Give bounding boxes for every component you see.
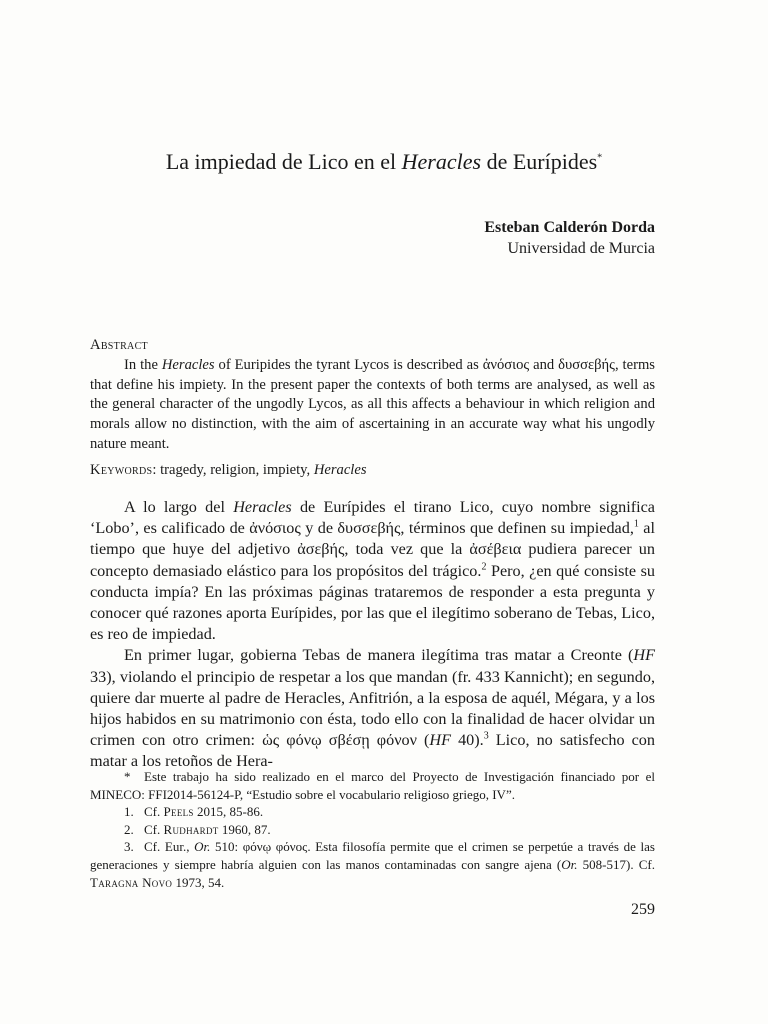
p2-text-c: 40). — [451, 731, 484, 750]
keywords-line — [90, 461, 655, 481]
article-title — [0, 148, 768, 176]
footnote-2 — [90, 821, 655, 839]
abstract-text — [90, 356, 655, 455]
footnote-3 — [90, 838, 655, 891]
title-italic-work: Heracles — [401, 149, 482, 174]
body-paragraph-1 — [90, 497, 655, 645]
footnote-3-text-c: 508-517). Cf. — [577, 856, 655, 872]
abstract-heading: Abstract — [90, 337, 148, 353]
title-text: La impiedad de Lico en el — [165, 149, 402, 174]
footnote-3-text-d: 1973, 54. — [172, 874, 225, 890]
p2-italic-hf-1: HF — [633, 646, 655, 665]
footnote-1-text-a: Cf. — [144, 804, 164, 820]
footnote-3-italic-or: Or. — [194, 839, 211, 855]
footnote-ref-3: 3 — [483, 730, 489, 742]
footnote-1 — [90, 803, 655, 821]
abstract-section — [90, 336, 655, 481]
author-name: Esteban Calderón Dorda — [484, 219, 655, 236]
footnote-2-text-a: Cf. — [144, 821, 164, 837]
keywords-italic: Heracles — [313, 461, 367, 478]
keywords-text: : tragedy, religion, impiety, — [152, 461, 314, 478]
body-text — [90, 497, 655, 773]
footnote-1-mark: 1. — [124, 804, 134, 820]
p2-text-d: Lico, no satisfecho con matar a los retoños de Hera- — [90, 731, 655, 771]
abstract-italic-work: Heracles — [161, 356, 215, 373]
p2-text-b: 33), violando el principio de respetar a los que mandan (fr. 433 Kannicht); en segundo, quiere dar muerte al padre de Heracles, Anfitrión, a la esposa de aquél, Mégara, y a los hijos habidos en su matrimonio con ésta, todo ello con la finalidad de hacer olvidar un crimen con otro crimen: ὡς φόνῳ σβέσῃ φόνον ( — [90, 667, 655, 750]
abstract-text-b: of Euripides the tyrant Lycos is described as ἀνόσιος and δυσσεβής, terms that define his impiety. In the present paper the contexts of both terms are analysed, as well as the general character of the ungodly Lycos, as all this affects a behaviour in which religion and morals allow no distinction, with the aim of ascertaining in an accurate way what his ungodly nature meant. — [90, 356, 655, 452]
author-block — [484, 217, 655, 259]
footnote-3-mark: 3. — [124, 839, 134, 855]
title-text-end: de Eurípides — [481, 149, 598, 174]
footnote-star-mark: * — [124, 769, 131, 784]
body-paragraph-2 — [90, 645, 655, 772]
footnote-3-text-b: 510: φόνῳ φόνος. Esta filosofía permite que el crimen se perpetúe a través de las generaciones y siempre habría alguien con las manos contaminadas con sangre ajena ( — [90, 839, 655, 872]
footnote-ref-1: 1 — [633, 518, 639, 530]
page-number: 259 — [631, 901, 655, 918]
footnote-2-author: Rudhardt — [163, 821, 219, 837]
footnote-star — [90, 768, 655, 803]
footnote-1-text-b: 2015, 85-86. — [193, 804, 264, 820]
footnote-3-italic-or-2: Or. — [561, 856, 578, 872]
p2-italic-hf-2: HF — [429, 731, 451, 750]
footnote-2-mark: 2. — [124, 821, 134, 837]
footnote-3-text-a: Cf. Eur., — [144, 839, 195, 855]
keywords-label: Keywords — [90, 461, 153, 478]
footnote-3-author: Taragna Novo — [90, 874, 173, 890]
p1-text-a: A lo largo del — [124, 498, 234, 516]
footnote-2-text-b: 1960, 87. — [218, 821, 271, 837]
footnote-star-text: Este trabajo ha sido realizado en el marco del Proyecto de Investigación financiado por el MINECO: FFI2014-56124-P, “Estudio sobre el vocabulario religioso griego, IV”. — [90, 769, 655, 802]
p1-text-d: Pero, ¿en qué consiste su conducta impía? En las próximas páginas trataremos de responder a esta pregunta y conocer qué razones aporta Eurípides, por las que el ilegítimo soberano de Tebas, Lico, es reo de impiedad. — [90, 561, 655, 644]
author-affiliation: Universidad de Murcia — [507, 240, 655, 257]
p1-text-c: al tiempo que huye del adjetivo ἀσεβής, toda vez que la ἀσέβεια pudiera parecer un concepto demasiado elástico para los propósitos del trágico. — [90, 519, 655, 580]
title-footnote-mark: * — [597, 152, 603, 164]
footnotes — [90, 768, 655, 891]
footnote-1-author: Peels — [163, 804, 194, 820]
abstract-text-a: In the — [124, 356, 162, 373]
footnote-ref-2: 2 — [481, 561, 487, 573]
p1-italic-work: Heracles — [233, 498, 292, 516]
p2-text-a: En primer lugar, gobierna Tebas de manera ilegítima tras matar a Creonte ( — [124, 646, 634, 665]
p1-text-b: de Eurípides el tirano Lico, cuyo nombre significa ‘Lobo’, es calificado de ἀνόσιος y de δυσσεβής, términos que definen su impiedad, — [90, 498, 655, 538]
